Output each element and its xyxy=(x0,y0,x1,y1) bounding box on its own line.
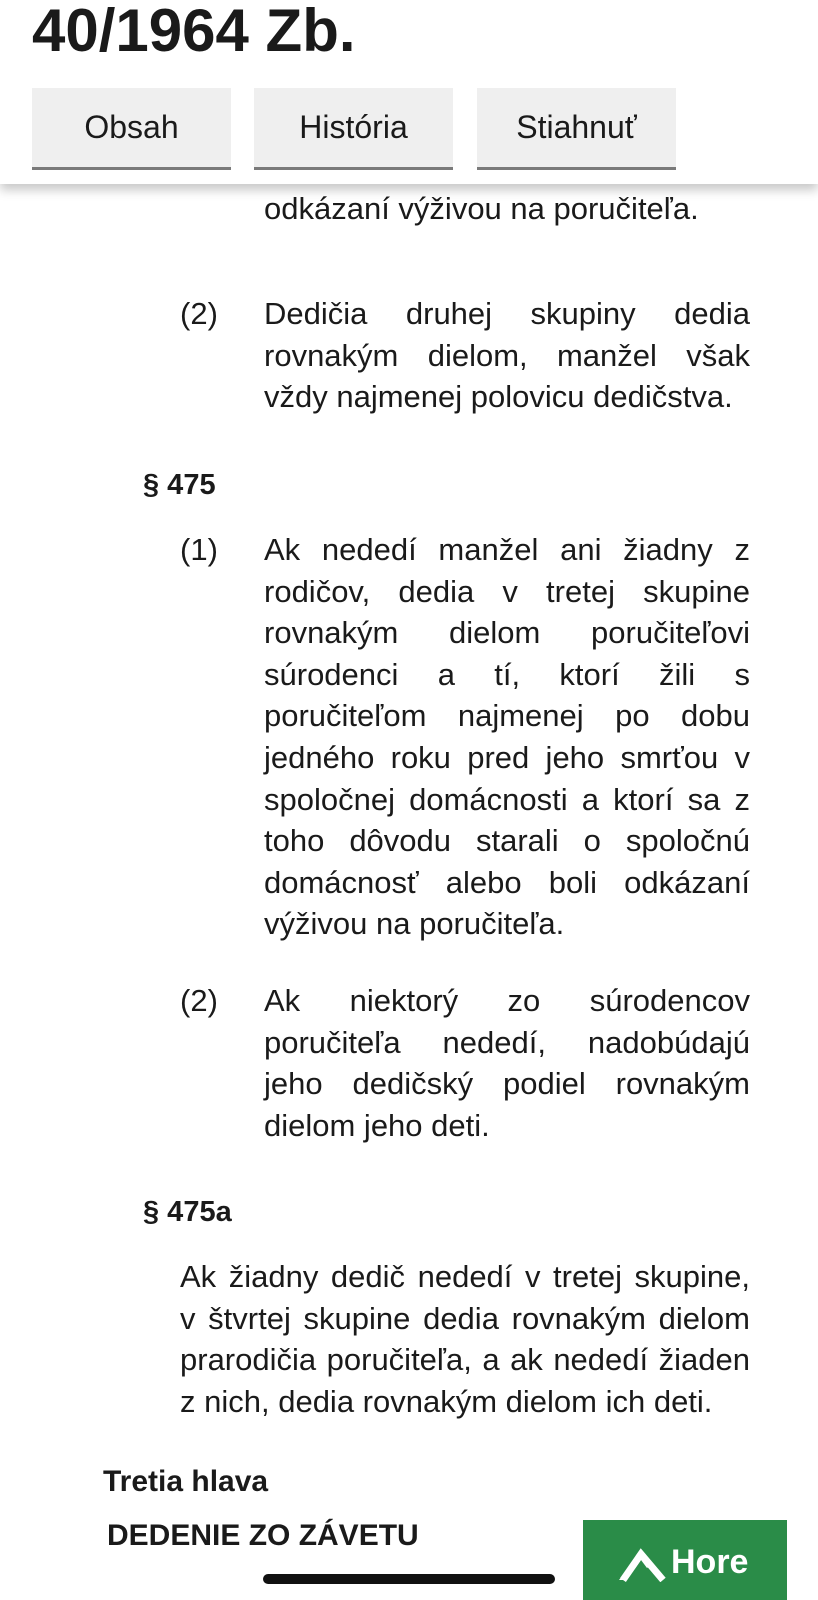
chapter-title: Tretia hlava xyxy=(103,1465,269,1498)
paragraph-text: Ak nededí manžel ani žiadny z rodičov, dedia v tretej skupine rovnakým dielom poručiteľovi súrodenci a tí, ktorí žili s poručiteľom najmenej po dobu jedného roku pred jeho smrťou v spoločnej domácnosti a ktorí sa z toho dôvodu starali o spoločnú domácnosť alebo boli odkázaní výživou na poručiteľa. xyxy=(264,532,750,942)
paragraph-text: Ak žiadny dedič nededí v tretej skupine, v štvrtej skupine dedia rovnakým dielom prarodičia poručiteľa, a ak nededí žiaden z nich, dedia rovnakým dielom ich deti. xyxy=(180,1259,750,1419)
tab-obsah[interactable]: Obsah xyxy=(32,88,231,170)
back-to-top-label: Hore xyxy=(671,1543,749,1581)
home-indicator xyxy=(263,1574,555,1584)
document-header xyxy=(0,0,818,184)
paragraph-number: (1) xyxy=(180,532,218,567)
section-heading: § 475 xyxy=(143,469,216,501)
document-title: 40/1964 Zb. xyxy=(32,0,356,64)
chevron-up-icon xyxy=(619,1542,667,1582)
paragraph-number: (2) xyxy=(180,983,218,1018)
partial-line-text: odkázaní výživou na poručiteľa. xyxy=(264,191,699,226)
tab-stiahnut[interactable]: Stiahnuť xyxy=(477,88,676,170)
partial-line xyxy=(264,188,750,230)
paragraph-number: (2) xyxy=(180,296,218,331)
paragraph-text: Dedičia druhej skupiny dedia rovnakým dielom, manžel však vždy najmenej polovicu dedičstva. xyxy=(264,296,750,415)
back-to-top-button[interactable] xyxy=(583,1520,787,1600)
tab-historia[interactable]: História xyxy=(254,88,453,170)
chapter-subtitle: DEDENIE ZO ZÁVETU xyxy=(107,1519,419,1552)
section-heading: § 475a xyxy=(143,1196,232,1228)
paragraph-text: Ak niektorý zo súrodencov poručiteľa nededí, nadobúdajú jeho dedičský podiel rovnakým dielom jeho deti. xyxy=(264,983,750,1143)
